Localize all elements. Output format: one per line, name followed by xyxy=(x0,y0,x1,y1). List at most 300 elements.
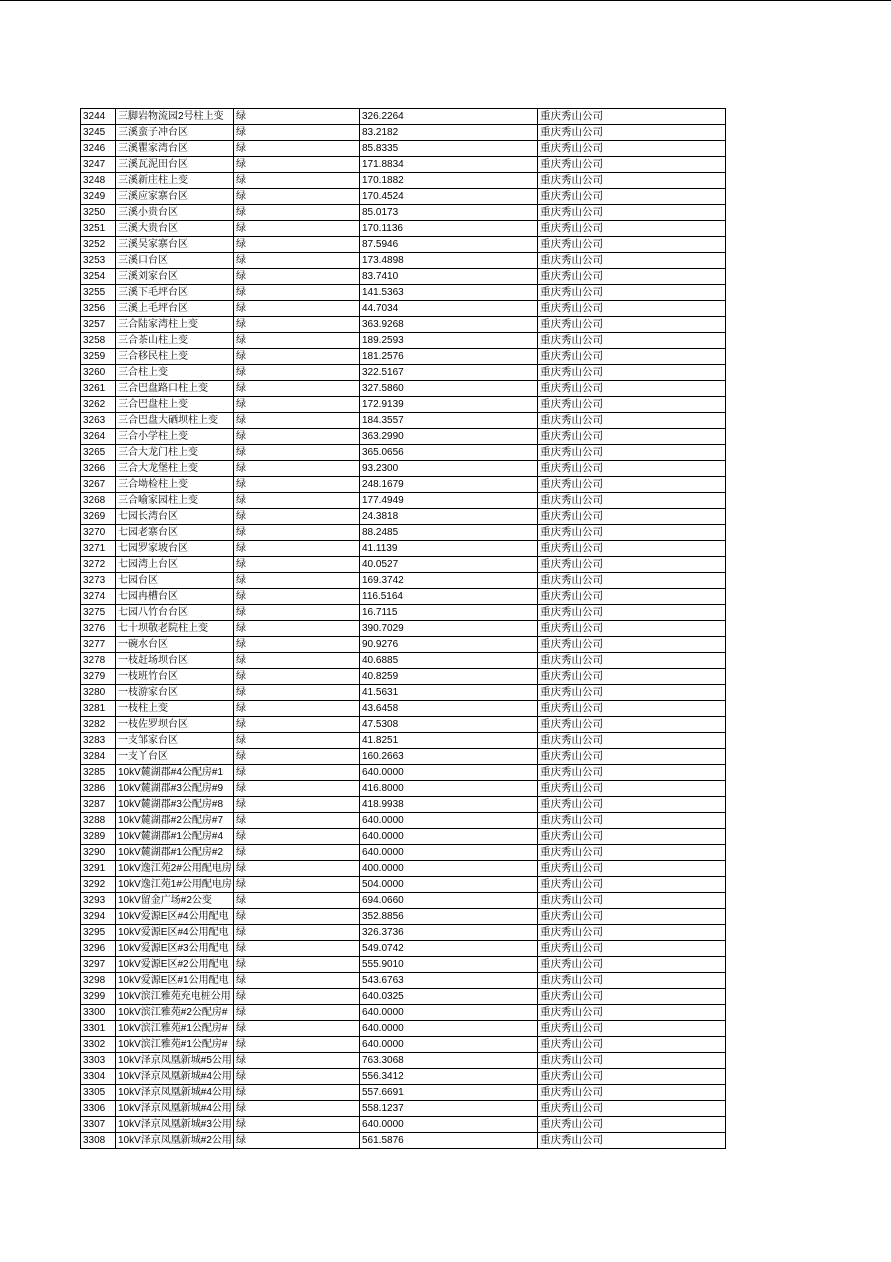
status-cell: 绿 xyxy=(234,1021,360,1037)
table-row xyxy=(81,861,726,877)
status-cell: 绿 xyxy=(234,941,360,957)
table-row xyxy=(81,333,726,349)
status-cell: 绿 xyxy=(234,813,360,829)
status-cell: 绿 xyxy=(234,1085,360,1101)
value-cell: 170.1136 xyxy=(360,221,538,237)
table-row xyxy=(81,621,726,637)
row-number-cell: 3295 xyxy=(81,925,116,941)
row-number-cell: 3244 xyxy=(81,109,116,125)
substation-name-cell: 10kV留金广场#2公变 xyxy=(116,893,234,909)
company-cell: 重庆秀山公司 xyxy=(538,1117,726,1133)
status-cell: 绿 xyxy=(234,493,360,509)
company-cell: 重庆秀山公司 xyxy=(538,525,726,541)
value-cell: 640.0325 xyxy=(360,989,538,1005)
table-row xyxy=(81,813,726,829)
row-number-cell: 3277 xyxy=(81,637,116,653)
row-number-cell: 3294 xyxy=(81,909,116,925)
status-cell: 绿 xyxy=(234,589,360,605)
row-number-cell: 3264 xyxy=(81,429,116,445)
page-top-border xyxy=(0,0,892,1)
company-cell: 重庆秀山公司 xyxy=(538,125,726,141)
status-cell: 绿 xyxy=(234,749,360,765)
value-cell: 365.0656 xyxy=(360,445,538,461)
company-cell: 重庆秀山公司 xyxy=(538,365,726,381)
substation-name-cell: 一支丫台区 xyxy=(116,749,234,765)
value-cell: 555.9010 xyxy=(360,957,538,973)
row-number-cell: 3299 xyxy=(81,989,116,1005)
value-cell: 326.2264 xyxy=(360,109,538,125)
row-number-cell: 3245 xyxy=(81,125,116,141)
row-number-cell: 3289 xyxy=(81,829,116,845)
table-row xyxy=(81,1053,726,1069)
status-cell: 绿 xyxy=(234,333,360,349)
row-number-cell: 3298 xyxy=(81,973,116,989)
value-cell: 181.2576 xyxy=(360,349,538,365)
substation-name-cell: 10kV滨江雅苑充电桩公用 xyxy=(116,989,234,1005)
substation-name-cell: 10kV泽京凤凰新城#4公用 xyxy=(116,1085,234,1101)
value-cell: 83.2182 xyxy=(360,125,538,141)
row-number-cell: 3268 xyxy=(81,493,116,509)
substation-name-cell: 10kV滨江雅苑#1公配房# xyxy=(116,1037,234,1053)
substation-name-cell: 10kV泽京凤凰新城#3公用 xyxy=(116,1117,234,1133)
status-cell: 绿 xyxy=(234,381,360,397)
row-number-cell: 3270 xyxy=(81,525,116,541)
status-cell: 绿 xyxy=(234,125,360,141)
table-row xyxy=(81,349,726,365)
company-cell: 重庆秀山公司 xyxy=(538,285,726,301)
row-number-cell: 3282 xyxy=(81,717,116,733)
substation-name-cell: 10kV泽京凤凰新城#4公用 xyxy=(116,1069,234,1085)
table-row xyxy=(81,157,726,173)
row-number-cell: 3280 xyxy=(81,685,116,701)
status-cell: 绿 xyxy=(234,349,360,365)
status-cell: 绿 xyxy=(234,157,360,173)
table-row xyxy=(81,941,726,957)
table-row xyxy=(81,125,726,141)
company-cell: 重庆秀山公司 xyxy=(538,637,726,653)
company-cell: 重庆秀山公司 xyxy=(538,749,726,765)
row-number-cell: 3265 xyxy=(81,445,116,461)
company-cell: 重庆秀山公司 xyxy=(538,221,726,237)
row-number-cell: 3257 xyxy=(81,317,116,333)
value-cell: 640.0000 xyxy=(360,845,538,861)
row-number-cell: 3283 xyxy=(81,733,116,749)
company-cell: 重庆秀山公司 xyxy=(538,957,726,973)
value-cell: 170.1882 xyxy=(360,173,538,189)
substation-name-cell: 三合茶山柱上变 xyxy=(116,333,234,349)
status-cell: 绿 xyxy=(234,957,360,973)
status-cell: 绿 xyxy=(234,301,360,317)
value-cell: 40.6885 xyxy=(360,653,538,669)
substation-name-cell: 三溪上毛坪台区 xyxy=(116,301,234,317)
value-cell: 177.4949 xyxy=(360,493,538,509)
table-row xyxy=(81,1005,726,1021)
status-cell: 绿 xyxy=(234,205,360,221)
table-row xyxy=(81,141,726,157)
row-number-cell: 3255 xyxy=(81,285,116,301)
value-cell: 141.5363 xyxy=(360,285,538,301)
company-cell: 重庆秀山公司 xyxy=(538,1133,726,1149)
company-cell: 重庆秀山公司 xyxy=(538,717,726,733)
company-cell: 重庆秀山公司 xyxy=(538,605,726,621)
company-cell: 重庆秀山公司 xyxy=(538,925,726,941)
table-row xyxy=(81,717,726,733)
row-number-cell: 3261 xyxy=(81,381,116,397)
substation-name-cell: 三溪蛮子冲台区 xyxy=(116,125,234,141)
substation-name-cell: 三合大龙门柱上变 xyxy=(116,445,234,461)
substation-name-cell: 一枝佐罗坝台区 xyxy=(116,717,234,733)
row-number-cell: 3251 xyxy=(81,221,116,237)
value-cell: 558.1237 xyxy=(360,1101,538,1117)
company-cell: 重庆秀山公司 xyxy=(538,797,726,813)
row-number-cell: 3308 xyxy=(81,1133,116,1149)
substation-name-cell: 三合大龙堡柱上变 xyxy=(116,461,234,477)
status-cell: 绿 xyxy=(234,285,360,301)
status-cell: 绿 xyxy=(234,653,360,669)
company-cell: 重庆秀山公司 xyxy=(538,237,726,253)
row-number-cell: 3266 xyxy=(81,461,116,477)
row-number-cell: 3301 xyxy=(81,1021,116,1037)
value-cell: 40.8259 xyxy=(360,669,538,685)
status-cell: 绿 xyxy=(234,237,360,253)
value-cell: 640.0000 xyxy=(360,829,538,845)
substation-name-cell: 10kV麓湖郡#1公配房#2 xyxy=(116,845,234,861)
company-cell: 重庆秀山公司 xyxy=(538,845,726,861)
table-row xyxy=(81,1133,726,1149)
value-cell: 327.5860 xyxy=(360,381,538,397)
value-cell: 640.0000 xyxy=(360,1021,538,1037)
table-row xyxy=(81,365,726,381)
value-cell: 169.3742 xyxy=(360,573,538,589)
row-number-cell: 3248 xyxy=(81,173,116,189)
row-number-cell: 3300 xyxy=(81,1005,116,1021)
value-cell: 694.0660 xyxy=(360,893,538,909)
value-cell: 322.5167 xyxy=(360,365,538,381)
substation-name-cell: 三合喻家园柱上变 xyxy=(116,493,234,509)
status-cell: 绿 xyxy=(234,1101,360,1117)
substation-name-cell: 10kV爱源E区#2公用配电 xyxy=(116,957,234,973)
value-cell: 41.1139 xyxy=(360,541,538,557)
table-row xyxy=(81,701,726,717)
company-cell: 重庆秀山公司 xyxy=(538,333,726,349)
value-cell: 90.9276 xyxy=(360,637,538,653)
table-row xyxy=(81,493,726,509)
table-row xyxy=(81,909,726,925)
substation-name-cell: 七十坝敬老院柱上变 xyxy=(116,621,234,637)
value-cell: 83.7410 xyxy=(360,269,538,285)
value-cell: 248.1679 xyxy=(360,477,538,493)
status-cell: 绿 xyxy=(234,141,360,157)
table-row xyxy=(81,765,726,781)
company-cell: 重庆秀山公司 xyxy=(538,205,726,221)
substation-name-cell: 七园罗家坡台区 xyxy=(116,541,234,557)
value-cell: 640.0000 xyxy=(360,813,538,829)
company-cell: 重庆秀山公司 xyxy=(538,461,726,477)
value-cell: 352.8856 xyxy=(360,909,538,925)
company-cell: 重庆秀山公司 xyxy=(538,1085,726,1101)
company-cell: 重庆秀山公司 xyxy=(538,1069,726,1085)
value-cell: 543.6763 xyxy=(360,973,538,989)
status-cell: 绿 xyxy=(234,573,360,589)
value-cell: 640.0000 xyxy=(360,1117,538,1133)
company-cell: 重庆秀山公司 xyxy=(538,157,726,173)
row-number-cell: 3271 xyxy=(81,541,116,557)
substation-name-cell: 三溪小贵台区 xyxy=(116,205,234,221)
row-number-cell: 3249 xyxy=(81,189,116,205)
substation-name-cell: 三合坳检柱上变 xyxy=(116,477,234,493)
substation-name-cell: 三溪吴家寨台区 xyxy=(116,237,234,253)
company-cell: 重庆秀山公司 xyxy=(538,653,726,669)
status-cell: 绿 xyxy=(234,829,360,845)
row-number-cell: 3260 xyxy=(81,365,116,381)
company-cell: 重庆秀山公司 xyxy=(538,1053,726,1069)
value-cell: 47.5308 xyxy=(360,717,538,733)
table-row xyxy=(81,477,726,493)
value-cell: 326.3736 xyxy=(360,925,538,941)
status-cell: 绿 xyxy=(234,557,360,573)
status-cell: 绿 xyxy=(234,173,360,189)
table-row xyxy=(81,397,726,413)
status-cell: 绿 xyxy=(234,317,360,333)
company-cell: 重庆秀山公司 xyxy=(538,813,726,829)
table-row xyxy=(81,189,726,205)
substation-name-cell: 10kV爱源E区#3公用配电 xyxy=(116,941,234,957)
table-row xyxy=(81,605,726,621)
substation-name-cell: 一枝柱上变 xyxy=(116,701,234,717)
table-row xyxy=(81,461,726,477)
status-cell: 绿 xyxy=(234,365,360,381)
company-cell: 重庆秀山公司 xyxy=(538,1005,726,1021)
status-cell: 绿 xyxy=(234,797,360,813)
status-cell: 绿 xyxy=(234,973,360,989)
value-cell: 93.2300 xyxy=(360,461,538,477)
company-cell: 重庆秀山公司 xyxy=(538,381,726,397)
value-cell: 184.3557 xyxy=(360,413,538,429)
substation-name-cell: 三脚岩物流园2号柱上变 xyxy=(116,109,234,125)
table-row xyxy=(81,669,726,685)
row-number-cell: 3304 xyxy=(81,1069,116,1085)
table-row xyxy=(81,109,726,125)
status-cell: 绿 xyxy=(234,861,360,877)
status-cell: 绿 xyxy=(234,189,360,205)
value-cell: 43.6458 xyxy=(360,701,538,717)
company-cell: 重庆秀山公司 xyxy=(538,509,726,525)
value-cell: 85.0173 xyxy=(360,205,538,221)
status-cell: 绿 xyxy=(234,1069,360,1085)
status-cell: 绿 xyxy=(234,685,360,701)
status-cell: 绿 xyxy=(234,445,360,461)
substation-name-cell: 一枝赶场坝台区 xyxy=(116,653,234,669)
status-cell: 绿 xyxy=(234,525,360,541)
company-cell: 重庆秀山公司 xyxy=(538,493,726,509)
company-cell: 重庆秀山公司 xyxy=(538,477,726,493)
status-cell: 绿 xyxy=(234,989,360,1005)
value-cell: 87.5946 xyxy=(360,237,538,253)
table-row xyxy=(81,269,726,285)
row-number-cell: 3252 xyxy=(81,237,116,253)
substation-name-cell: 一枝游家台区 xyxy=(116,685,234,701)
company-cell: 重庆秀山公司 xyxy=(538,253,726,269)
row-number-cell: 3306 xyxy=(81,1101,116,1117)
substation-name-cell: 三溪口台区 xyxy=(116,253,234,269)
table-row xyxy=(81,973,726,989)
company-cell: 重庆秀山公司 xyxy=(538,557,726,573)
substation-name-cell: 三溪刘家台区 xyxy=(116,269,234,285)
row-number-cell: 3297 xyxy=(81,957,116,973)
table-row xyxy=(81,445,726,461)
row-number-cell: 3253 xyxy=(81,253,116,269)
substation-name-cell: 一枝班竹台区 xyxy=(116,669,234,685)
row-number-cell: 3259 xyxy=(81,349,116,365)
company-cell: 重庆秀山公司 xyxy=(538,301,726,317)
company-cell: 重庆秀山公司 xyxy=(538,685,726,701)
status-cell: 绿 xyxy=(234,925,360,941)
company-cell: 重庆秀山公司 xyxy=(538,541,726,557)
value-cell: 85.8335 xyxy=(360,141,538,157)
substation-name-cell: 10kV麓湖郡#3公配房#9 xyxy=(116,781,234,797)
status-cell: 绿 xyxy=(234,845,360,861)
substation-name-cell: 七园八竹台台区 xyxy=(116,605,234,621)
status-cell: 绿 xyxy=(234,909,360,925)
value-cell: 561.5876 xyxy=(360,1133,538,1149)
company-cell: 重庆秀山公司 xyxy=(538,781,726,797)
substation-name-cell: 三合移民柱上变 xyxy=(116,349,234,365)
table-row xyxy=(81,381,726,397)
value-cell: 88.2485 xyxy=(360,525,538,541)
substation-name-cell: 三溪新庄柱上变 xyxy=(116,173,234,189)
table-row xyxy=(81,205,726,221)
table-row xyxy=(81,237,726,253)
value-cell: 640.0000 xyxy=(360,765,538,781)
substation-name-cell: 10kV麓湖郡#1公配房#4 xyxy=(116,829,234,845)
company-cell: 重庆秀山公司 xyxy=(538,269,726,285)
status-cell: 绿 xyxy=(234,877,360,893)
value-cell: 390.7029 xyxy=(360,621,538,637)
row-number-cell: 3293 xyxy=(81,893,116,909)
value-cell: 116.5164 xyxy=(360,589,538,605)
row-number-cell: 3274 xyxy=(81,589,116,605)
value-cell: 172.9139 xyxy=(360,397,538,413)
row-number-cell: 3276 xyxy=(81,621,116,637)
status-cell: 绿 xyxy=(234,413,360,429)
row-number-cell: 3288 xyxy=(81,813,116,829)
status-cell: 绿 xyxy=(234,701,360,717)
table-row xyxy=(81,429,726,445)
company-cell: 重庆秀山公司 xyxy=(538,941,726,957)
table-row xyxy=(81,525,726,541)
row-number-cell: 3303 xyxy=(81,1053,116,1069)
company-cell: 重庆秀山公司 xyxy=(538,877,726,893)
row-number-cell: 3258 xyxy=(81,333,116,349)
company-cell: 重庆秀山公司 xyxy=(538,861,726,877)
status-cell: 绿 xyxy=(234,397,360,413)
value-cell: 363.9268 xyxy=(360,317,538,333)
substation-name-cell: 10kV泽京凤凰新城#4公用 xyxy=(116,1101,234,1117)
status-cell: 绿 xyxy=(234,893,360,909)
company-cell: 重庆秀山公司 xyxy=(538,429,726,445)
table-row xyxy=(81,733,726,749)
table-row xyxy=(81,301,726,317)
substation-name-cell: 三溪瞿家湾台区 xyxy=(116,141,234,157)
table-row xyxy=(81,781,726,797)
table-row xyxy=(81,221,726,237)
substation-name-cell: 10kV逸江苑1#公用配电房 xyxy=(116,877,234,893)
data-table xyxy=(80,108,726,1149)
substation-name-cell: 三溪大贵台区 xyxy=(116,221,234,237)
status-cell: 绿 xyxy=(234,621,360,637)
substation-name-cell: 10kV爱源E区#4公用配电 xyxy=(116,925,234,941)
status-cell: 绿 xyxy=(234,669,360,685)
status-cell: 绿 xyxy=(234,429,360,445)
table-row xyxy=(81,1069,726,1085)
substation-name-cell: 10kV逸江苑2#公用配电房 xyxy=(116,861,234,877)
row-number-cell: 3263 xyxy=(81,413,116,429)
company-cell: 重庆秀山公司 xyxy=(538,1021,726,1037)
table-row xyxy=(81,317,726,333)
row-number-cell: 3247 xyxy=(81,157,116,173)
row-number-cell: 3275 xyxy=(81,605,116,621)
substation-name-cell: 三合巴盘路口柱上变 xyxy=(116,381,234,397)
company-cell: 重庆秀山公司 xyxy=(538,397,726,413)
substation-name-cell: 三溪应家寨台区 xyxy=(116,189,234,205)
substation-name-cell: 三溪瓦泥田台区 xyxy=(116,157,234,173)
table-row xyxy=(81,845,726,861)
company-cell: 重庆秀山公司 xyxy=(538,701,726,717)
value-cell: 763.3068 xyxy=(360,1053,538,1069)
status-cell: 绿 xyxy=(234,253,360,269)
row-number-cell: 3285 xyxy=(81,765,116,781)
status-cell: 绿 xyxy=(234,605,360,621)
status-cell: 绿 xyxy=(234,765,360,781)
value-cell: 418.9938 xyxy=(360,797,538,813)
status-cell: 绿 xyxy=(234,1005,360,1021)
substation-name-cell: 10kV麓湖郡#3公配房#8 xyxy=(116,797,234,813)
status-cell: 绿 xyxy=(234,1037,360,1053)
company-cell: 重庆秀山公司 xyxy=(538,317,726,333)
row-number-cell: 3291 xyxy=(81,861,116,877)
substation-name-cell: 七园老寨台区 xyxy=(116,525,234,541)
status-cell: 绿 xyxy=(234,1133,360,1149)
substation-name-cell: 三合小学柱上变 xyxy=(116,429,234,445)
substation-name-cell: 10kV爱源E区#4公用配电 xyxy=(116,909,234,925)
row-number-cell: 3278 xyxy=(81,653,116,669)
table-row xyxy=(81,1101,726,1117)
value-cell: 189.2593 xyxy=(360,333,538,349)
table-row xyxy=(81,1117,726,1133)
status-cell: 绿 xyxy=(234,733,360,749)
substation-name-cell: 10kV麓湖郡#2公配房#7 xyxy=(116,813,234,829)
substation-name-cell: 10kV泽京凤凰新城#5公用 xyxy=(116,1053,234,1069)
table-row xyxy=(81,413,726,429)
row-number-cell: 3302 xyxy=(81,1037,116,1053)
substation-name-cell: 三合陆家湾柱上变 xyxy=(116,317,234,333)
value-cell: 400.0000 xyxy=(360,861,538,877)
company-cell: 重庆秀山公司 xyxy=(538,573,726,589)
status-cell: 绿 xyxy=(234,461,360,477)
table-row xyxy=(81,573,726,589)
row-number-cell: 3279 xyxy=(81,669,116,685)
table-row xyxy=(81,589,726,605)
company-cell: 重庆秀山公司 xyxy=(538,445,726,461)
row-number-cell: 3290 xyxy=(81,845,116,861)
status-cell: 绿 xyxy=(234,509,360,525)
status-cell: 绿 xyxy=(234,109,360,125)
value-cell: 640.0000 xyxy=(360,1037,538,1053)
table-body xyxy=(81,109,726,1149)
value-cell: 44.7034 xyxy=(360,301,538,317)
table-row xyxy=(81,989,726,1005)
company-cell: 重庆秀山公司 xyxy=(538,589,726,605)
